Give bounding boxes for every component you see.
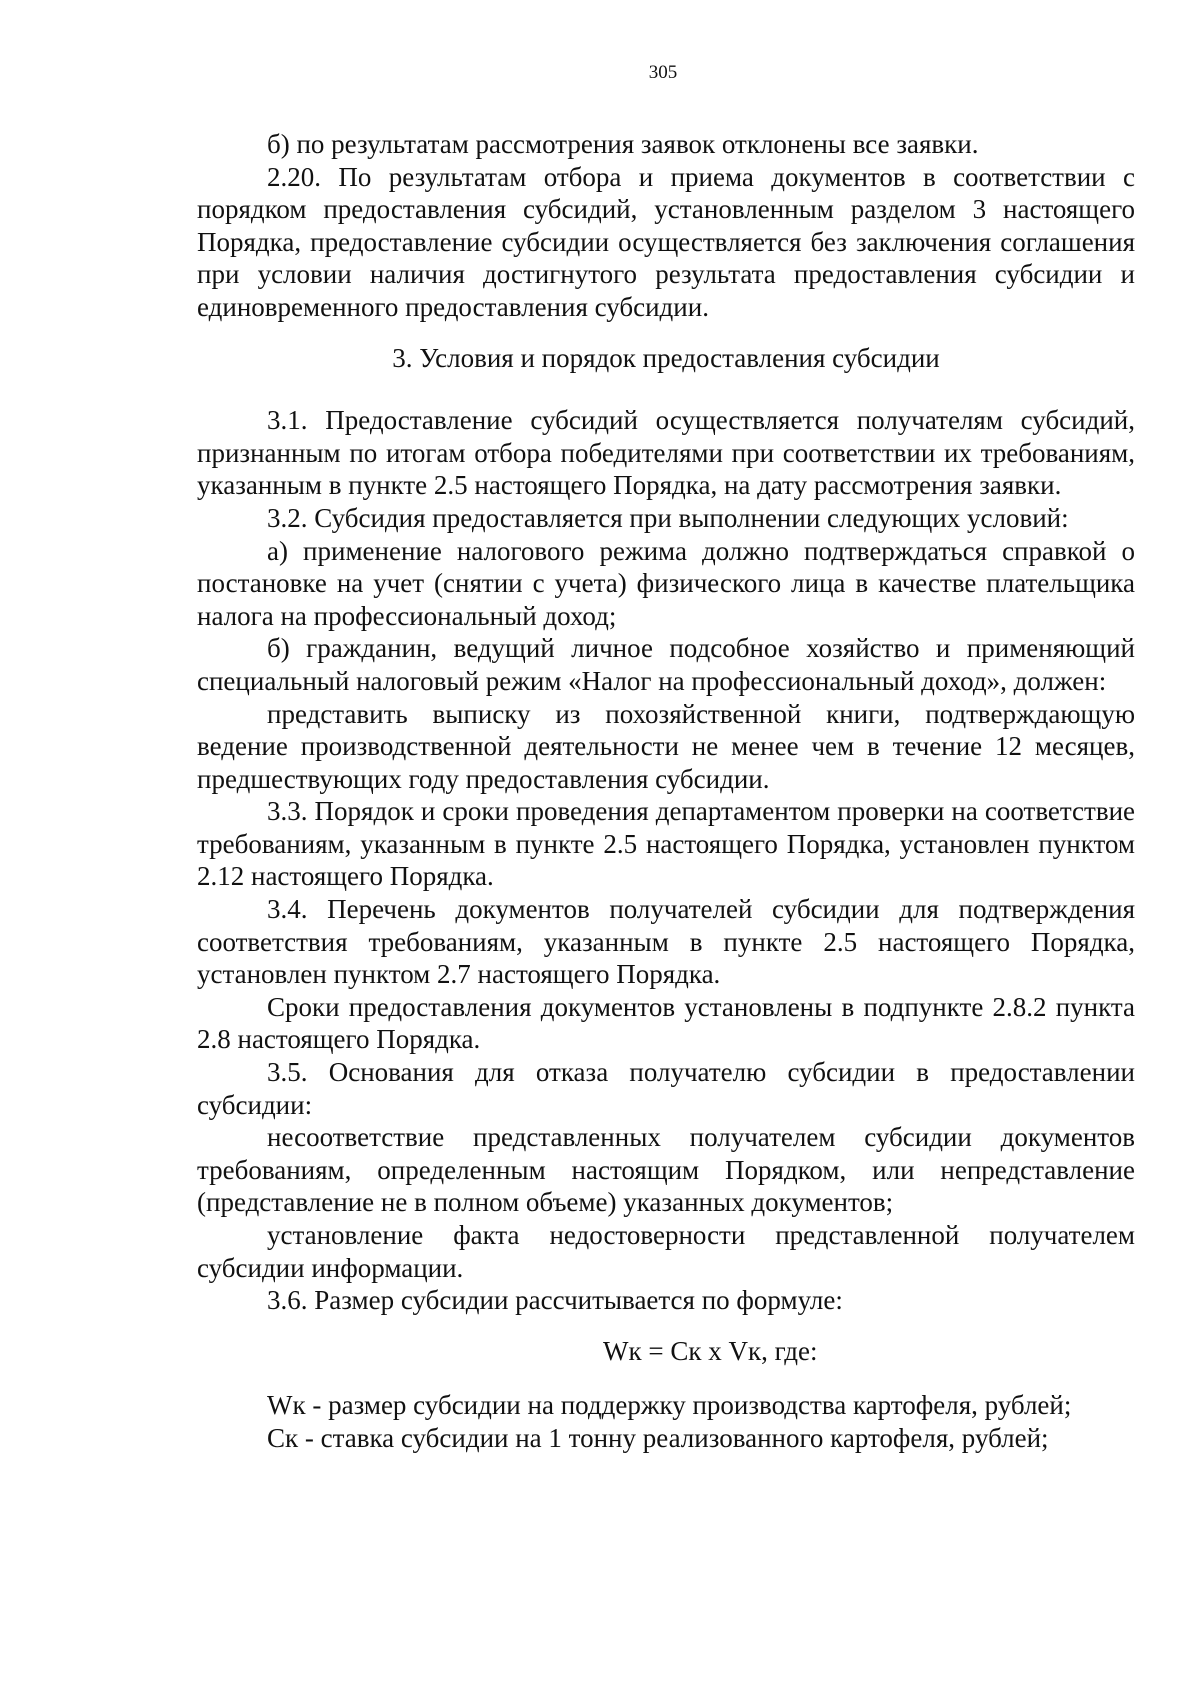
formula-legend-wk: Wк - размер субсидии на поддержку производства картофеля, рублей; xyxy=(267,1390,1072,1421)
paragraph-3-5: 3.5. Основания для отказа получателю субсидии в предоставлении субсидии: xyxy=(197,1057,1135,1120)
formula-legend-ck: Ск - ставка субсидии на 1 тонну реализованного картофеля, рублей; xyxy=(267,1422,1049,1453)
document-body xyxy=(197,128,1135,1455)
section-heading: 3. Условия и порядок предоставления субсидии xyxy=(392,342,940,373)
paragraph-3-4-deadlines: Сроки предоставления документов установлены в подпункте 2.8.2 пункта 2.8 настоящего Порядка. xyxy=(197,991,1135,1055)
paragraph-3-2-b-requirement: представить выписку из похозяйственной книги, подтверждающую ведение производственной деятельности не менее чем в течение 12 месяцев, предшествующих году предоставления субсидии. xyxy=(197,698,1135,794)
paragraph-2-19-b: б) по результатам рассмотрения заявок отклонены все заявки. xyxy=(267,129,979,159)
paragraph-2-20: 2.20. По результатам отбора и приема документов в соответствии с порядком предоставления субсидий, установленным разделом 3 настоящего Порядка, предоставление субсидии осуществляется без заключения соглашения при условии наличия достигнутого результата предоставления субсидии и единовременного предоставления субсидии. xyxy=(197,161,1135,322)
paragraph-3-5-reason-1: несоответствие представленных получателем субсидии документов требованиям, определенным настоящим Порядком, или непредставление (представление не в полном объеме) указанных документов; xyxy=(197,1122,1135,1218)
paragraph-3-1: 3.1. Предоставление субсидий осуществляется получателям субсидий, признанным по итогам отбора победителями при соответствии их требованиям, указанным в пункте 2.5 настоящего Порядка, на дату рассмотрения заявки. xyxy=(197,405,1135,501)
paragraph-3-2-a: а) применение налогового режима должно подтверждаться справкой о постановке на учет (снятии с учета) физического лица в качестве плательщика налога на профессиональный доход; xyxy=(197,535,1135,631)
paragraph-3-2-b: б) гражданин, ведущий личное подсобное хозяйство и применяющий специальный налоговый режим «Налог на профессиональный доход», должен: xyxy=(197,633,1135,696)
paragraph-3-6: 3.6. Размер субсидии рассчитывается по формуле: xyxy=(267,1285,843,1316)
paragraph-3-3: 3.3. Порядок и сроки проведения департаментом проверки на соответствие требованиям, указанным в пункте 2.5 настоящего Порядка, установлен пунктом 2.12 настоящего Порядка. xyxy=(197,796,1135,892)
paragraph-3-5-reason-2: установление факта недостоверности представленной получателем субсидии информации. xyxy=(197,1220,1135,1283)
paragraph-3-4: 3.4. Перечень документов получателей субсидии для подтверждения соответствия требованиям, указанным в пункте 2.5 настоящего Порядка, установлен пунктом 2.7 настоящего Порядка. xyxy=(197,894,1135,990)
page-number: 305 xyxy=(648,62,678,83)
subsidy-formula: Wк = Ск х Vк, где: xyxy=(603,1335,818,1366)
paragraph-3-2: 3.2. Субсидия предоставляется при выполнении следующих условий: xyxy=(267,502,1069,533)
